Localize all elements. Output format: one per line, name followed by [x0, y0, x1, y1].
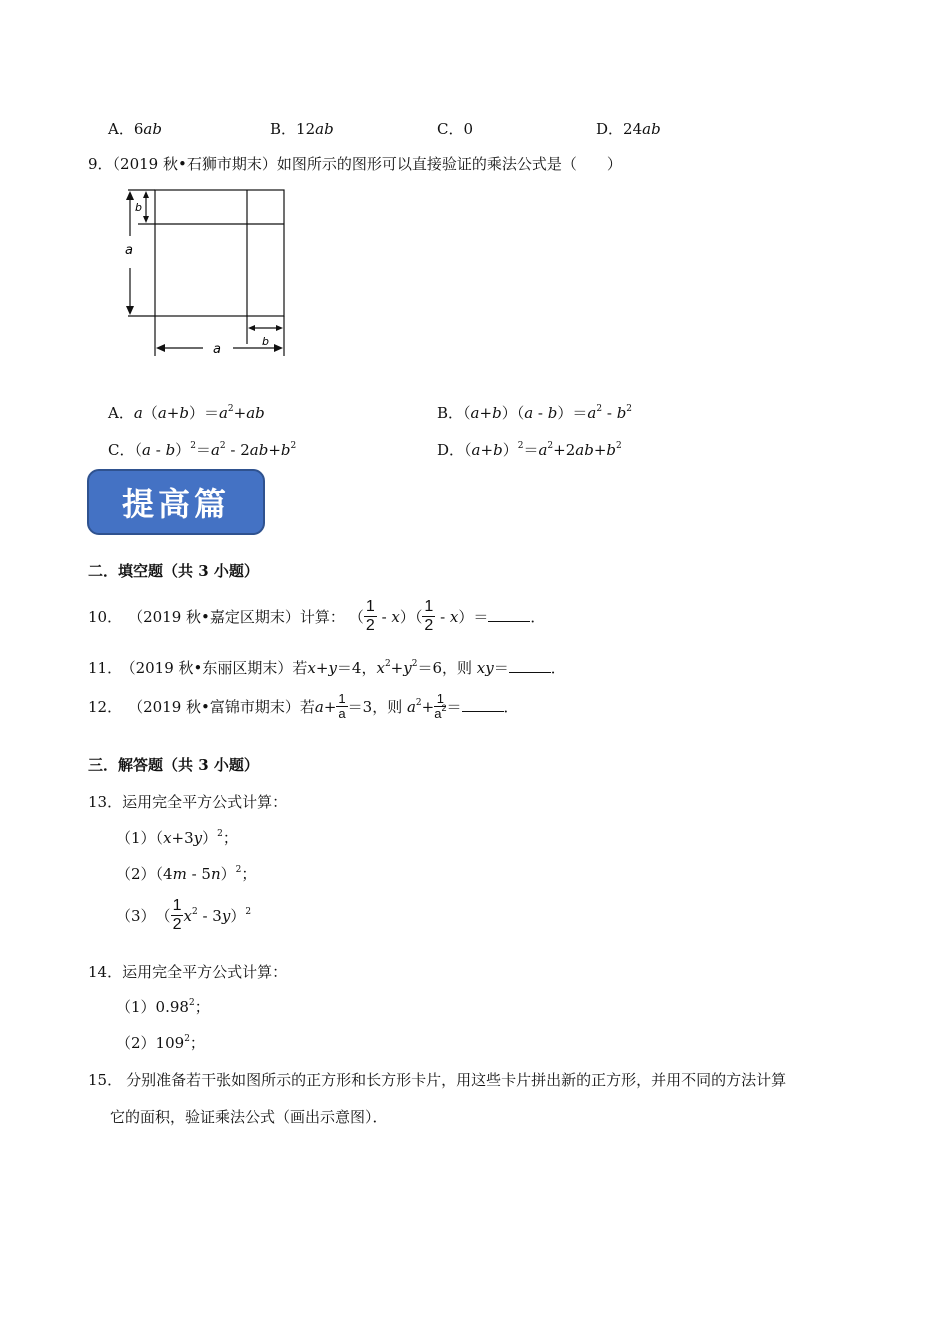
q14-part-2: $(2)109^2$；	[116, 1034, 205, 1052]
section-fill-in-heading: 二．填空题（共 3 小题）	[88, 562, 259, 580]
section-badge	[87, 469, 265, 535]
q15-line-2: 它的面积，验证乘法公式（画出示意图）．	[110, 1108, 388, 1126]
label-b-bottom: b	[262, 335, 269, 348]
q11-answer-blank[interactable]	[509, 658, 551, 673]
q13-part-1: $(1)(x+3y)^2$；	[116, 829, 238, 847]
q11: 11． （2019 秋•东丽区期末）若x+y＝4，$x^2+y^2=6$，则 xy＝ ．	[88, 659, 566, 677]
badge-text: 提高篇	[121, 485, 230, 523]
q13-part-3: （3） （ $\frac{1}{2}$ $x^2 - 3y)^2$	[116, 897, 252, 933]
q13-fraction: $\frac{1}{2}$	[172, 897, 182, 933]
q8-option-d: D．24ab	[596, 120, 661, 138]
q9-option-a: A．$a(a+b)=a^2+ab$	[108, 404, 265, 422]
section-answer-heading: 三．解答题（共 3 小题）	[88, 756, 259, 774]
q15-line-1: 15． 分别准备若干张如图所示的正方形和长方形卡片，用这些卡片拼出新的正方形，并用不同的方法计算	[88, 1071, 787, 1089]
q12-answer-blank[interactable]	[462, 697, 504, 712]
q9-square-figure	[108, 184, 298, 364]
q12-fraction-1: $\frac{1}{a}$	[338, 691, 346, 721]
q9-stem: 9．（2019 秋•石狮市期末）如图所示的图形可以直接验证的乘法公式是（ ）	[88, 155, 622, 173]
q10-fraction-1: $\frac{1}{2}$	[365, 598, 375, 634]
q12: 12． （2019 秋•富锦市期末）若 a + $\frac{1}{a}$ ＝3，则 $a^2+$ $\frac{1}{a^2}$ ＝ ．	[88, 691, 519, 721]
q14-stem: 14．运用完全平方公式计算：	[88, 963, 288, 981]
q8-option-a: A．6ab	[108, 120, 162, 138]
outer-square	[155, 190, 284, 316]
q9-option-b: B．$(a+b)(a - b)=a^2 - b^2$	[437, 404, 633, 422]
q10-answer-blank[interactable]	[488, 607, 530, 622]
q14-part-1: （1）0.98$^2$；	[116, 998, 210, 1016]
q9-option-d: D．$(a+b)^2=a^2+2ab+b^2$	[437, 441, 622, 459]
q8-option-c: C．0	[437, 120, 474, 138]
q10: 10． （2019 秋•嘉定区期末）计算： （ $\frac{1}{2}$ - x）（ $\frac{1}{2}$ - x）＝ ．	[88, 598, 546, 634]
label-b-left: b	[135, 201, 142, 214]
q12-fraction-2: $\frac{1}{a^2}$	[434, 691, 447, 721]
label-a-left: a	[125, 243, 133, 258]
q13-part-2: （2）（4m - 5n）$^2$；	[116, 865, 257, 883]
q13-stem: 13．运用完全平方公式计算：	[88, 793, 288, 811]
label-a-bottom: a	[213, 342, 221, 357]
q8-option-b: B．12ab	[270, 120, 334, 138]
q9-option-c: C．$(a - b)^2=a^2 - 2ab+b^2$	[108, 441, 297, 459]
q10-fraction-2: $\frac{1}{2}$	[424, 598, 434, 634]
